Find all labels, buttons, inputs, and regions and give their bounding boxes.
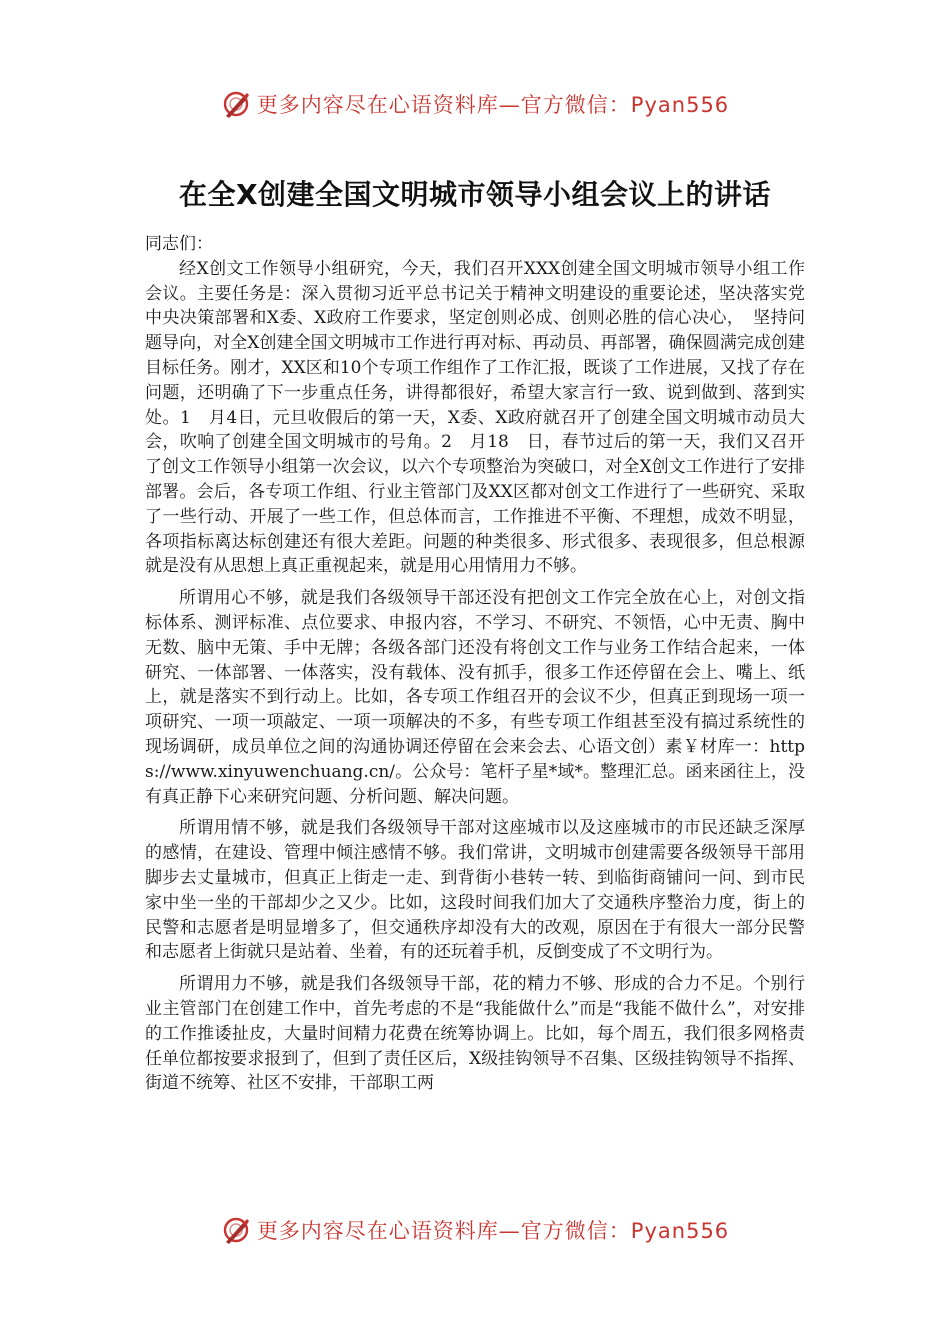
pen-logo-icon	[221, 89, 251, 119]
document-title: 在全X创建全国文明城市领导小组会议上的讲话	[178, 178, 772, 211]
watermark-text: 更多内容尽在心语资料库—官方微信：Pyan556	[256, 1219, 730, 1243]
salutation: 同志们：	[145, 234, 213, 254]
document-body	[145, 232, 805, 1096]
paragraph: 所谓用力不够，就是我们各级领导干部，花的精力不够、形成的合力不足。个别行业主管部门在创建工作中，首先考虑的不是“我能做什么”而是“我能不做什么”，对安排的工作推诿扯皮，大量时间精力花费在统筹协调上。比如，每个周五，我们很多网格责任单位都按要求报到了，但到了责任区后，X级挂钩领导不召集、区级挂钩领导不指挥、街道不统筹、社区不安排，干部职工两	[145, 974, 805, 1094]
pen-logo-icon	[221, 1215, 251, 1245]
paragraph: 经X创文工作领导小组研究，今天，我们召开XXX创建全国文明城市领导小组工作会议。主要任务是：深入贯彻习近平总书记关于精神文明建设的重要论述，坚决落实党中央决策部署和X委、X政府工作要求，坚定创则必成、创则必胜的信心决心， 坚持问题导向，对全X创建全国文明城市工作进行再对标、再动员、再部署，确保圆满完成创建目标任务。刚才，XX区和10个专项工作组作了工作汇报，既谈了工作进展，又找了存在问题，还明确了下一步重点任务，讲得都很好，希望大家言行一致、说到做到、落到实处。1 月4日，元旦收假后的第一天，X委、X政府就召开了创建全国文明城市动员大会，吹响了创建全国文明城市的号角。2 月18 日，春节过后的第一天，我们又召开了创文工作领导小组第一次会议，以六个专项整治为突破口，对全X创文工作进行了安排部署。会后，各专项工作组、行业主管部门及XX区都对创文工作进行了一些研究、采取了一些行动、开展了一些工作，但总体而言，工作推进不平衡、不理想，成效不明显，各项指标离达标创建还有很大差距。问题的种类很多、形式很多、表现很多，但总根源就是没有从思想上真正重视起来，就是用心用情用力不够。	[145, 258, 805, 577]
footer-watermark-banner	[0, 1210, 950, 1250]
paragraph: 所谓用心不够，就是我们各级领导干部还没有把创文工作完全放在心上，对创文指标体系、测评标准、点位要求、申报内容，不学习、不研究、不领悟，心中无责、胸中无数、脑中无策、手中无牌；各级各部门还没有将创文工作与业务工作结合起来，一体研究、一体部署、一体落实，没有载体、没有抓手，很多工作还停留在会上、嘴上、纸上，就是落实不到行动上。比如，各专项工作组召开的会议不少，但真正到现场一项一项研究、一项一项敲定、一项一项解决的不多，有些专项工作组甚至没有搞过系统性的现场调研，成员单位之间的沟通协调还停留在会来会去、心语文创）素￥材库一：https://www.xinyuwenchuang.cn/。公众号：笔杆子星*域*。整理汇总。函来函往上，没有真正静下心来研究问题、分析问题、解决问题。	[145, 588, 805, 807]
watermark-text: 更多内容尽在心语资料库—官方微信：Pyan556	[256, 93, 730, 117]
header-watermark-banner	[0, 84, 950, 124]
paragraph: 所谓用情不够，就是我们各级领导干部对这座城市以及这座城市的市民还缺乏深厚的感情，在建设、管理中倾注感情不够。我们常讲，文明城市创建需要各级领导干部用脚步去丈量城市，但真正上街走一走、到背街小巷转一转、到临街商铺问一问、到市民家中坐一坐的干部却少之又少。比如，这段时间我们加大了交通秩序整治力度，街上的民警和志愿者是明显增多了，但交通秩序却没有大的改观，原因在于有很大一部分民警和志愿者上街就只是站着、坐着，有的还玩着手机，反倒变成了不文明行为。	[145, 818, 805, 963]
